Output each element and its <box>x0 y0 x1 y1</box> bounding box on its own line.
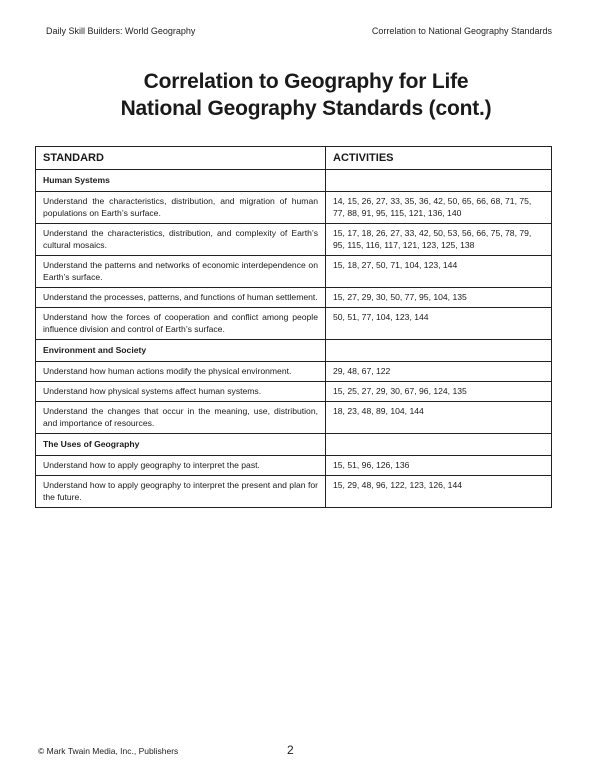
table-row <box>36 192 552 224</box>
standard-cell: Understand the characteristics, distribution, and complexity of Earth’s cultural mosaics. <box>36 224 326 256</box>
section-activities-empty <box>326 170 552 192</box>
column-header-standard: STANDARD <box>36 147 326 170</box>
table-row <box>36 308 552 340</box>
table-row <box>36 224 552 256</box>
section-activities-empty <box>326 434 552 456</box>
page-number: 2 <box>287 743 294 757</box>
standard-cell: Understand how physical systems affect human systems. <box>36 382 326 402</box>
standard-cell: Understand how human actions modify the physical environment. <box>36 362 326 382</box>
page-title <box>0 68 612 122</box>
standard-cell: Understand the characteristics, distribution, and migration of human populations on Earth’s surface. <box>36 192 326 224</box>
section-heading: Human Systems <box>36 170 326 192</box>
header-section-title: Correlation to National Geography Standards <box>371 26 552 36</box>
activities-cell: 18, 23, 48, 89, 104, 144 <box>326 402 552 434</box>
standard-cell: Understand the processes, patterns, and functions of human settlement. <box>36 288 326 308</box>
table-row <box>36 456 552 476</box>
activities-cell: 15, 29, 48, 96, 122, 123, 126, 144 <box>326 476 552 508</box>
activities-cell: 50, 51, 77, 104, 123, 144 <box>326 308 552 340</box>
standard-cell: Understand the changes that occur in the meaning, use, distribution, and importance of resources. <box>36 402 326 434</box>
activities-cell: 15, 18, 27, 50, 71, 104, 123, 144 <box>326 256 552 288</box>
column-header-activities: ACTIVITIES <box>326 147 552 170</box>
page-title-line-2: National Geography Standards (cont.) <box>120 97 492 120</box>
activities-cell: 15, 27, 29, 30, 50, 77, 95, 104, 135 <box>326 288 552 308</box>
activities-cell: 14, 15, 26, 27, 33, 35, 36, 42, 50, 65, 66, 68, 71, 75, 77, 88, 91, 95, 115, 121, 136, 140 <box>326 192 552 224</box>
standard-cell: Understand how the forces of cooperation and conflict among people influence division and control of Earth’s surface. <box>36 308 326 340</box>
standard-cell: Understand the patterns and networks of economic interdependence on Earth’s surface. <box>36 256 326 288</box>
section-row <box>36 434 552 456</box>
standards-table <box>35 146 552 508</box>
table-row <box>36 288 552 308</box>
table-body <box>36 170 552 508</box>
activities-cell: 15, 17, 18, 26, 27, 33, 42, 50, 53, 56, 66, 75, 78, 79, 95, 115, 116, 117, 121, 123, 125, 138 <box>326 224 552 256</box>
section-activities-empty <box>326 340 552 362</box>
section-row <box>36 170 552 192</box>
activities-cell: 29, 48, 67, 122 <box>326 362 552 382</box>
table-row <box>36 256 552 288</box>
section-heading: The Uses of Geography <box>36 434 326 456</box>
activities-cell: 15, 51, 96, 126, 136 <box>326 456 552 476</box>
standard-cell: Understand how to apply geography to interpret the past. <box>36 456 326 476</box>
table-row <box>36 382 552 402</box>
table-header-row <box>36 147 552 170</box>
header-book-title: Daily Skill Builders: World Geography <box>46 26 196 36</box>
section-heading: Environment and Society <box>36 340 326 362</box>
table-row <box>36 476 552 508</box>
page-title-line-1: Correlation to Geography for Life <box>143 70 469 93</box>
table-row <box>36 362 552 382</box>
running-header <box>46 26 552 36</box>
activities-cell: 15, 25, 27, 29, 30, 67, 96, 124, 135 <box>326 382 552 402</box>
footer-publisher: © Mark Twain Media, Inc., Publishers <box>38 746 179 756</box>
table-row <box>36 402 552 434</box>
standard-cell: Understand how to apply geography to interpret the present and plan for the future. <box>36 476 326 508</box>
section-row <box>36 340 552 362</box>
